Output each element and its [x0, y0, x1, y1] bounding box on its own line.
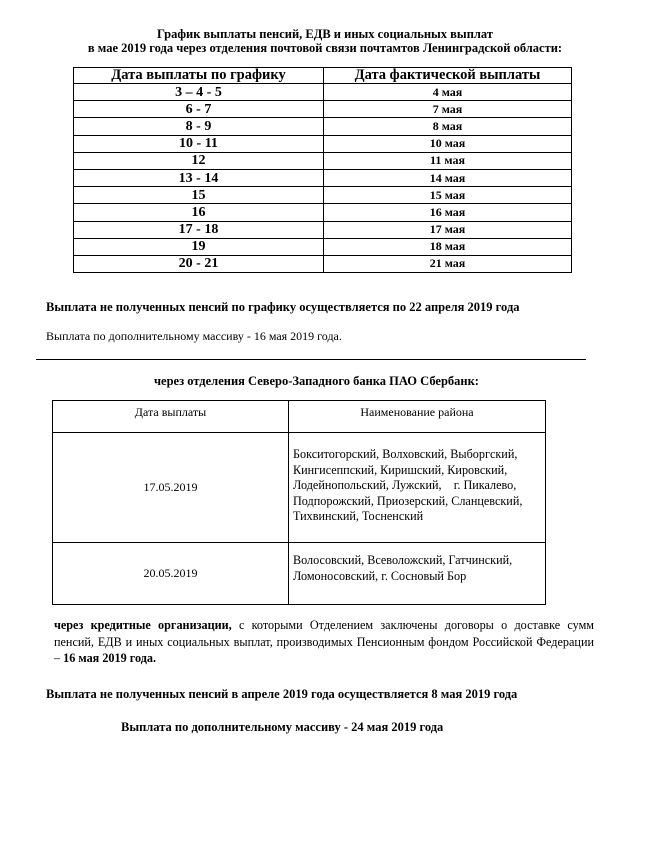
sberbank-heading: через отделения Северо-Западного банка ПАО Сбербанк: [154, 374, 479, 388]
scheduled-date-cell: 13 - 14 [74, 169, 324, 186]
section-divider [36, 359, 586, 360]
district-line: Тихвинский, Тосненский [293, 509, 424, 523]
col-header-actual: Дата фактической выплаты [324, 68, 572, 84]
col-header-date: Дата выплаты [53, 401, 289, 433]
district-line: Ломоносовский, г. Сосновый Бор [293, 568, 467, 583]
district-line: Бокситогорский, Волховский, Выборгский, [293, 447, 518, 461]
table-row [74, 169, 572, 186]
table-row [53, 433, 546, 543]
payout-date: 20.05.2019 [53, 543, 289, 605]
table-row [74, 152, 572, 169]
payout-date: 17.05.2019 [53, 433, 289, 543]
table-row [74, 221, 572, 238]
table-row [74, 135, 572, 152]
unreceived-post-note: Выплата не полученных пенсий по графику осуществляется по 22 апреля 2019 года [46, 300, 520, 314]
scheduled-date-cell: 6 - 7 [74, 101, 324, 118]
credit-date: 16 мая 2019 года. [63, 651, 157, 665]
scheduled-date-cell: 10 - 11 [74, 135, 324, 152]
credit-lead: через кредитные организации, [54, 618, 232, 632]
scheduled-date-cell: 8 - 9 [74, 118, 324, 135]
scheduled-date-cell: 20 - 21 [74, 255, 324, 272]
actual-date-cell: 18 мая [324, 238, 572, 255]
credit-body: с которыми Отделением заключены договоры о доставке сумм пенсий, ЕДВ и иных социальных выплат, производимых Пенсионным фондом Российской Федерации – [54, 618, 595, 665]
page-title-line-2: в мае 2019 года через отделения почтовой связи почтамтов Ленинградской области: [87, 41, 563, 55]
table-row [74, 238, 572, 255]
table-row [74, 101, 572, 118]
table-row [74, 84, 572, 101]
district-line: Волосовский, Всеволожский, Гатчинский, [293, 553, 513, 567]
actual-date-cell: 4 мая [324, 84, 572, 101]
table-header-row [74, 68, 572, 84]
scheduled-date-cell: 3 – 4 - 5 [74, 84, 324, 101]
unreceived-april-note: Выплата не полученных пенсий в апреле 2019 года осуществляется 8 мая 2019 года [46, 687, 518, 701]
scheduled-date-cell: 15 [74, 187, 324, 204]
col-header-scheduled: Дата выплаты по графику [74, 68, 324, 84]
scheduled-date-cell: 17 - 18 [74, 221, 324, 238]
actual-date-cell: 21 мая [324, 255, 572, 272]
scheduled-date-cell: 19 [74, 238, 324, 255]
page-title-line-1: График выплаты пенсий, ЕДВ и иных социальных выплат [157, 27, 493, 41]
table-row [74, 204, 572, 221]
scheduled-date-cell: 16 [74, 204, 324, 221]
table-row [74, 118, 572, 135]
col-header-district: Наименование района [289, 401, 546, 433]
district-line: Подпорожский, Приозерский, Сланцевский, [293, 493, 523, 508]
actual-date-cell: 10 мая [324, 135, 572, 152]
table-row [53, 543, 546, 605]
table-row [74, 255, 572, 272]
credit-organizations-paragraph [54, 617, 594, 667]
actual-date-cell: 8 мая [324, 118, 572, 135]
scheduled-date-cell: 12 [74, 152, 324, 169]
actual-date-cell: 14 мая [324, 169, 572, 186]
district-list [289, 543, 546, 605]
actual-date-cell: 15 мая [324, 187, 572, 204]
actual-date-cell: 7 мая [324, 101, 572, 118]
additional-post-note: Выплата по дополнительному массиву - 16 мая 2019 года. [46, 329, 342, 343]
post-schedule-table [73, 67, 572, 273]
district-line: Лодейнопольский, Лужский, г. Пикалево, [293, 478, 517, 492]
table-row [74, 187, 572, 204]
table-header-row [53, 401, 546, 433]
actual-date-cell: 16 мая [324, 204, 572, 221]
actual-date-cell: 11 мая [324, 152, 572, 169]
district-list [289, 433, 546, 543]
district-line: Кингисеппский, Киришский, Кировский, [293, 462, 508, 477]
sberbank-table [52, 400, 546, 605]
additional-credit-note: Выплата по дополнительному массиву - 24 мая 2019 года [121, 720, 444, 734]
actual-date-cell: 17 мая [324, 221, 572, 238]
